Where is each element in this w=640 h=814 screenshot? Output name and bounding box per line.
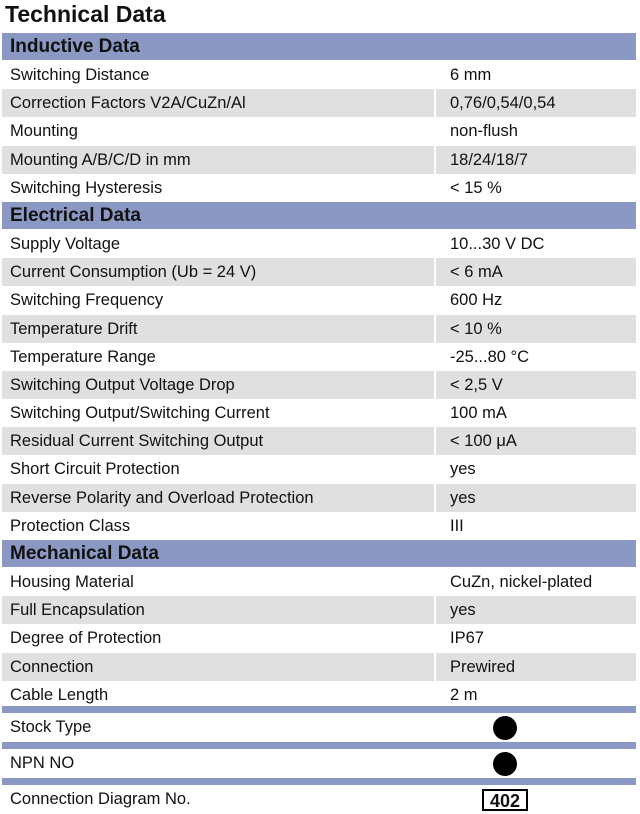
row-label: Reverse Polarity and Overload Protection xyxy=(2,484,434,512)
stock-type-label: Stock Type xyxy=(10,718,92,736)
row-value: -25...80 °C xyxy=(450,347,530,366)
row-label: Mounting A/B/C/D in mm xyxy=(2,146,434,174)
table-row xyxy=(2,286,636,314)
row-label: Supply Voltage xyxy=(10,234,121,253)
table-row xyxy=(2,371,636,399)
row-label: Cable Length xyxy=(10,685,109,704)
table-row xyxy=(2,315,636,343)
npn-row xyxy=(2,749,636,778)
row-value: < 10 % xyxy=(436,315,636,343)
table-row xyxy=(2,596,636,624)
section-header: Inductive Data xyxy=(2,33,636,60)
table-row xyxy=(2,512,636,540)
table-row xyxy=(2,174,636,202)
row-label: Degree of Protection xyxy=(10,629,162,648)
row-label: Housing Material xyxy=(10,573,134,591)
row-label: Connection xyxy=(2,653,434,681)
separator-bar xyxy=(2,742,636,749)
row-value: III xyxy=(450,516,464,535)
table-row xyxy=(2,89,636,117)
row-label: Short Circuit Protection xyxy=(10,460,180,479)
row-label: Switching Hysteresis xyxy=(10,178,163,197)
row-value: < 15 % xyxy=(450,178,502,197)
stock-type-row xyxy=(2,713,636,742)
table-row xyxy=(2,230,636,258)
table-row xyxy=(2,399,636,427)
table-row xyxy=(2,427,636,455)
table-row xyxy=(2,61,636,89)
row-value: yes xyxy=(436,596,636,624)
row-label: Mounting xyxy=(10,122,78,141)
row-label: Switching Output/Switching Current xyxy=(10,404,270,423)
row-label: Full Encapsulation xyxy=(2,596,434,624)
row-value: 600 Hz xyxy=(450,291,503,310)
row-value: yes xyxy=(450,460,476,479)
row-label: Temperature Drift xyxy=(2,315,434,343)
row-label: Current Consumption (Ub = 24 V) xyxy=(2,258,434,286)
row-value: yes xyxy=(436,484,636,512)
table-row xyxy=(2,568,636,596)
page-title: Technical Data xyxy=(5,1,166,27)
table-row xyxy=(2,258,636,286)
connection-diagram-number: 402 xyxy=(482,789,528,811)
npn-dot-icon xyxy=(493,752,517,776)
stock-type-dot-icon xyxy=(493,716,517,740)
connection-diagram-label: Connection Diagram No. xyxy=(10,790,191,808)
section-header: Electrical Data xyxy=(2,202,636,229)
table-row xyxy=(2,484,636,512)
row-value: CuZn, nickel-plated xyxy=(450,573,593,591)
row-value: < 6 mA xyxy=(436,258,636,286)
row-value: 18/24/18/7 xyxy=(436,146,636,174)
row-label: Protection Class xyxy=(10,516,131,535)
row-value: 6 mm xyxy=(450,66,492,84)
npn-label: NPN NO xyxy=(10,754,75,772)
row-value: Prewired xyxy=(436,653,636,681)
row-value: < 100 μA xyxy=(436,427,636,455)
row-value: 0,76/0,54/0,54 xyxy=(436,89,636,117)
table-row xyxy=(2,653,636,681)
section-header: Mechanical Data xyxy=(2,540,636,567)
row-value: 100 mA xyxy=(450,404,507,423)
table-row xyxy=(2,455,636,483)
row-value: IP67 xyxy=(450,629,484,648)
row-label: Switching Output Voltage Drop xyxy=(2,371,434,399)
connection-diagram-row xyxy=(2,785,636,814)
table-row xyxy=(2,146,636,174)
row-value: non-flush xyxy=(450,122,518,141)
separator-bar xyxy=(2,778,636,785)
row-label: Switching Frequency xyxy=(10,291,164,310)
row-label: Residual Current Switching Output xyxy=(2,427,434,455)
row-value: < 2,5 V xyxy=(436,371,636,399)
data-sections xyxy=(2,33,636,709)
row-value: 10...30 V DC xyxy=(450,234,545,253)
table-row xyxy=(2,624,636,652)
row-label: Correction Factors V2A/CuZn/Al xyxy=(2,89,434,117)
table-row xyxy=(2,117,636,145)
row-label: Switching Distance xyxy=(10,66,150,84)
table-row xyxy=(2,343,636,371)
ordering-section xyxy=(2,706,636,814)
separator-bar xyxy=(2,706,636,713)
table-row xyxy=(2,681,636,709)
row-value: 2 m xyxy=(450,685,478,704)
row-label: Temperature Range xyxy=(10,347,156,366)
